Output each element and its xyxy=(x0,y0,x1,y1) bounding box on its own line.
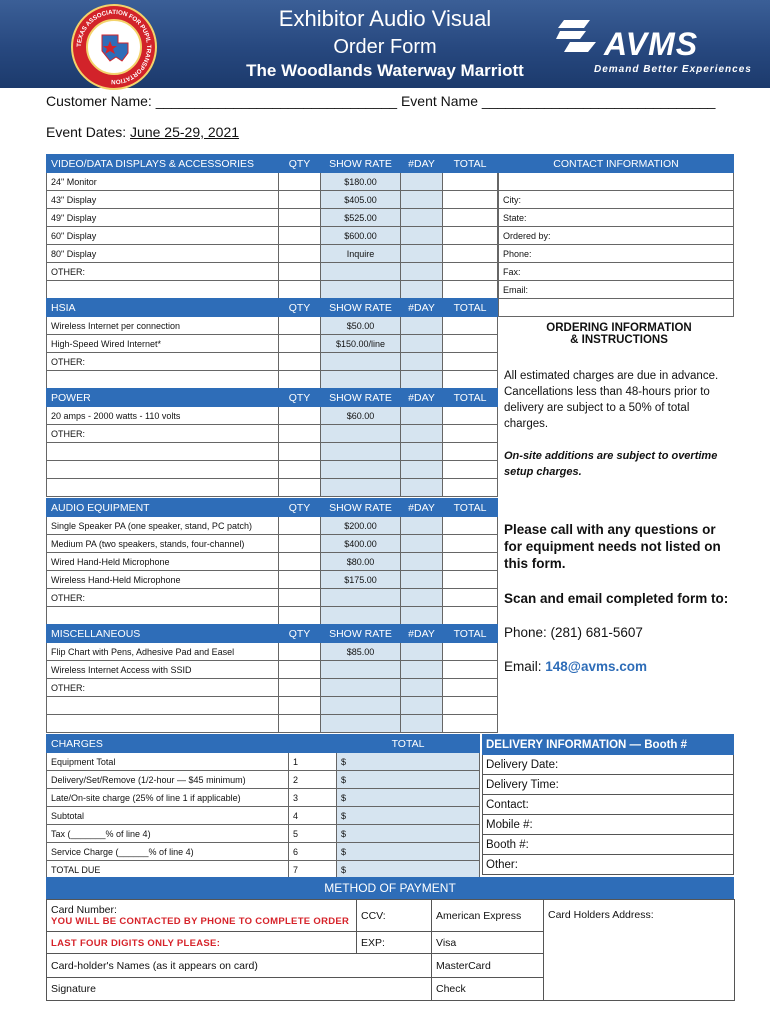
days-field[interactable] xyxy=(401,407,443,425)
days-header: #DAY xyxy=(401,625,443,643)
item-name: Flip Chart with Pens, Adhesive Pad and Easel xyxy=(47,643,279,661)
total-field[interactable] xyxy=(443,317,498,335)
show-rate xyxy=(321,371,401,389)
delivery-field[interactable]: Contact: xyxy=(483,795,734,815)
delivery-field[interactable]: Booth #: xyxy=(483,835,734,855)
show-rate xyxy=(321,661,401,679)
line-item-row xyxy=(47,715,498,733)
contact-field[interactable] xyxy=(499,173,734,191)
charge-label: Late/On-site charge (25% of line 1 if applicable) xyxy=(47,789,289,807)
show-rate xyxy=(321,425,401,443)
event-dates-label: Event Dates: xyxy=(46,124,131,140)
form-subtitle: Order Form xyxy=(333,36,437,58)
total-field[interactable] xyxy=(443,263,498,281)
charge-row xyxy=(47,753,480,771)
line-item-row xyxy=(47,517,498,535)
line-item-row xyxy=(47,353,498,371)
ccv-field[interactable]: CCV: xyxy=(357,900,432,932)
total-field[interactable] xyxy=(443,191,498,209)
qty-header: QTY xyxy=(279,499,321,517)
show-rate-header: SHOW RATE xyxy=(321,499,401,517)
venue-name: The Woodlands Waterway Marriott xyxy=(246,61,524,80)
days-field[interactable] xyxy=(401,263,443,281)
charges-header: CHARGES xyxy=(47,735,289,753)
delivery-field[interactable]: Mobile #: xyxy=(483,815,734,835)
qty-field[interactable] xyxy=(279,317,321,335)
qty-field[interactable] xyxy=(279,191,321,209)
hsia-header: HSIA xyxy=(47,299,279,317)
charge-line-number: 1 xyxy=(289,753,337,771)
qty-field[interactable] xyxy=(279,607,321,625)
charge-line-number: 3 xyxy=(289,789,337,807)
show-rate: $600.00 xyxy=(321,227,401,245)
contact-field[interactable]: State: xyxy=(499,209,734,227)
charge-amount-field[interactable]: $ xyxy=(337,753,480,771)
days-field[interactable] xyxy=(401,553,443,571)
item-name: 24" Monitor xyxy=(47,173,279,191)
days-field[interactable] xyxy=(401,589,443,607)
charge-line-number: 5 xyxy=(289,825,337,843)
charge-amount-field[interactable]: $ xyxy=(337,789,480,807)
days-field[interactable] xyxy=(401,335,443,353)
miscellaneous-header: MISCELLANEOUS xyxy=(47,625,279,643)
line-item-row xyxy=(47,697,498,715)
total-field[interactable] xyxy=(443,335,498,353)
line-item-row xyxy=(47,443,498,461)
days-field[interactable] xyxy=(401,209,443,227)
total-header: TOTAL xyxy=(443,499,498,517)
total-field[interactable] xyxy=(443,589,498,607)
total-field[interactable] xyxy=(443,425,498,443)
miscellaneous-table xyxy=(46,624,498,733)
days-field[interactable] xyxy=(401,479,443,497)
line-item-row xyxy=(47,479,498,497)
qty-field[interactable] xyxy=(279,571,321,589)
scan-email-note: Scan and email completed form to: xyxy=(504,591,729,606)
line-item-row xyxy=(47,263,498,281)
contact-email xyxy=(504,658,734,675)
charge-row xyxy=(47,861,480,879)
audio-equipment-table xyxy=(46,498,498,625)
item-name xyxy=(47,697,279,715)
email-link[interactable]: 148@avms.com xyxy=(545,659,647,674)
charge-row xyxy=(47,825,480,843)
line-item-row xyxy=(47,173,498,191)
qty-header: QTY xyxy=(279,299,321,317)
line-item-row xyxy=(47,245,498,263)
ordering-heading-2: & INSTRUCTIONS xyxy=(570,334,668,346)
line-item-row xyxy=(47,209,498,227)
line-item-row xyxy=(47,227,498,245)
total-field[interactable] xyxy=(443,517,498,535)
days-field[interactable] xyxy=(401,679,443,697)
days-field[interactable] xyxy=(401,245,443,263)
line-item-row xyxy=(47,607,498,625)
charge-amount-field[interactable]: $ xyxy=(337,861,480,879)
customer-event-line: Customer Name: _______________________________ Event Name ______________________________ xyxy=(46,93,716,109)
item-name xyxy=(47,607,279,625)
audio-equipment-header: AUDIO EQUIPMENT xyxy=(47,499,279,517)
charge-label: Equipment Total xyxy=(47,753,289,771)
line-item-row xyxy=(47,425,498,443)
last-four-label: LAST FOUR DIGITS ONLY PLEASE: xyxy=(51,937,221,949)
line-item-row xyxy=(47,407,498,425)
line-item-row xyxy=(47,191,498,209)
item-name xyxy=(47,461,279,479)
show-rate: $85.00 xyxy=(321,643,401,661)
charge-line-number: 4 xyxy=(289,807,337,825)
line-item-row xyxy=(47,371,498,389)
total-field[interactable] xyxy=(443,461,498,479)
contact-header: CONTACT INFORMATION xyxy=(499,155,734,173)
ordering-info-panel xyxy=(504,322,734,675)
days-field[interactable] xyxy=(401,317,443,335)
delivery-field[interactable]: Other: xyxy=(483,855,734,875)
item-name xyxy=(47,443,279,461)
days-header: #DAY xyxy=(401,299,443,317)
item-name: Single Speaker PA (one speaker, stand, PC patch) xyxy=(47,517,279,535)
card-number-field[interactable] xyxy=(47,900,357,932)
total-header: TOTAL xyxy=(443,389,498,407)
contact-table xyxy=(498,154,734,317)
charge-line-number: 6 xyxy=(289,843,337,861)
total-header: TOTAL xyxy=(443,299,498,317)
line-item-row xyxy=(47,281,498,299)
delivery-field[interactable]: Delivery Time: xyxy=(483,775,734,795)
show-rate xyxy=(321,443,401,461)
days-field[interactable] xyxy=(401,715,443,733)
charge-amount-field[interactable]: $ xyxy=(337,825,480,843)
days-header: #DAY xyxy=(401,499,443,517)
payment-header: METHOD OF PAYMENT xyxy=(46,877,734,899)
item-name: 60" Display xyxy=(47,227,279,245)
line-item-row xyxy=(47,661,498,679)
contact-field[interactable]: Phone: xyxy=(499,245,734,263)
qty-field[interactable] xyxy=(279,715,321,733)
show-rate: $405.00 xyxy=(321,191,401,209)
total-field[interactable] xyxy=(443,227,498,245)
seal-text-ring xyxy=(72,5,156,89)
item-name: Wireless Internet per connection xyxy=(47,317,279,335)
item-name: OTHER: xyxy=(47,425,279,443)
show-rate xyxy=(321,679,401,697)
charge-amount-field[interactable]: $ xyxy=(337,807,480,825)
item-name: OTHER: xyxy=(47,263,279,281)
show-rate xyxy=(321,461,401,479)
charge-row xyxy=(47,843,480,861)
item-name: Wireless Internet Access with SSID xyxy=(47,661,279,679)
days-field[interactable] xyxy=(401,607,443,625)
item-name: OTHER: xyxy=(47,589,279,607)
show-rate-header: SHOW RATE xyxy=(321,155,401,173)
item-name xyxy=(47,715,279,733)
email-label: Email: xyxy=(504,659,546,674)
charge-line-number: 7 xyxy=(289,861,337,879)
delivery-field[interactable]: Delivery Date: xyxy=(483,755,734,775)
total-field[interactable] xyxy=(443,371,498,389)
total-field[interactable] xyxy=(443,209,498,227)
qty-header: QTY xyxy=(279,155,321,173)
delivery-table xyxy=(482,734,734,875)
days-header: #DAY xyxy=(401,389,443,407)
qty-field[interactable] xyxy=(279,227,321,245)
avms-logo-text: AVMS xyxy=(604,26,699,62)
show-rate-header: SHOW RATE xyxy=(321,299,401,317)
item-name: Medium PA (two speakers, stands, four-channel) xyxy=(47,535,279,553)
qty-field[interactable] xyxy=(279,589,321,607)
line-item-row xyxy=(47,679,498,697)
power-table xyxy=(46,388,498,497)
contact-field[interactable]: Email: xyxy=(499,281,734,299)
line-item-row xyxy=(47,571,498,589)
qty-field[interactable] xyxy=(279,643,321,661)
total-field[interactable] xyxy=(443,571,498,589)
total-field[interactable] xyxy=(443,479,498,497)
call-note: Please call with any questions or for equipment needs not listed on this form. xyxy=(504,522,721,571)
charge-row xyxy=(47,771,480,789)
days-field[interactable] xyxy=(401,661,443,679)
line-item-row xyxy=(47,535,498,553)
charge-label: Tax (_______% of line 4) xyxy=(47,825,289,843)
contact-field[interactable]: Fax: xyxy=(499,263,734,281)
days-field[interactable] xyxy=(401,697,443,715)
charge-label: TOTAL DUE xyxy=(47,861,289,879)
mastercard-option[interactable]: MasterCard xyxy=(432,954,544,978)
days-field[interactable] xyxy=(401,173,443,191)
days-field[interactable] xyxy=(401,371,443,389)
line-item-row xyxy=(47,553,498,571)
show-rate: $80.00 xyxy=(321,553,401,571)
total-field[interactable] xyxy=(443,553,498,571)
qty-field[interactable] xyxy=(279,443,321,461)
total-header: TOTAL xyxy=(443,155,498,173)
item-name: OTHER: xyxy=(47,679,279,697)
item-name: 43" Display xyxy=(47,191,279,209)
qty-field[interactable] xyxy=(279,245,321,263)
days-field[interactable] xyxy=(401,517,443,535)
check-option[interactable]: Check xyxy=(432,978,544,1001)
days-field[interactable] xyxy=(401,425,443,443)
qty-header: QTY xyxy=(279,625,321,643)
charge-amount-field[interactable]: $ xyxy=(337,843,480,861)
qty-field[interactable] xyxy=(279,461,321,479)
qty-field[interactable] xyxy=(279,661,321,679)
amex-option[interactable]: American Express xyxy=(432,900,544,932)
event-dates xyxy=(46,124,239,140)
show-rate: $400.00 xyxy=(321,535,401,553)
total-field[interactable] xyxy=(443,715,498,733)
form-title: Exhibitor Audio Visual xyxy=(278,6,492,31)
total-field[interactable] xyxy=(443,407,498,425)
exp-field[interactable]: EXP: xyxy=(357,932,432,954)
visa-option[interactable]: Visa xyxy=(432,932,544,954)
qty-field[interactable] xyxy=(279,209,321,227)
qty-field[interactable] xyxy=(279,407,321,425)
payment-table xyxy=(46,899,735,1001)
show-rate: $60.00 xyxy=(321,407,401,425)
days-field[interactable] xyxy=(401,353,443,371)
item-name: Wired Hand-Held Microphone xyxy=(47,553,279,571)
hsia-table xyxy=(46,298,498,389)
line-item-row xyxy=(47,643,498,661)
onsite-note: On-site additions are subject to overtime setup charges. xyxy=(504,450,718,478)
days-field[interactable] xyxy=(401,227,443,245)
days-field[interactable] xyxy=(401,461,443,479)
days-field[interactable] xyxy=(401,281,443,299)
qty-field[interactable] xyxy=(279,553,321,571)
item-name xyxy=(47,371,279,389)
total-field[interactable] xyxy=(443,661,498,679)
show-rate: $200.00 xyxy=(321,517,401,535)
charge-row xyxy=(47,807,480,825)
event-dates-value: June 25-29, 2021 xyxy=(130,124,240,140)
show-rate: Inquire xyxy=(321,245,401,263)
item-name: 49" Display xyxy=(47,209,279,227)
item-name: 20 amps - 2000 watts - 110 volts xyxy=(47,407,279,425)
total-header: TOTAL xyxy=(443,625,498,643)
phone-notice: YOU WILL BE CONTACTED BY PHONE TO COMPLETE ORDER xyxy=(51,916,350,927)
total-field[interactable] xyxy=(443,245,498,263)
days-header: #DAY xyxy=(401,155,443,173)
qty-field[interactable] xyxy=(279,425,321,443)
show-rate xyxy=(321,607,401,625)
qty-field[interactable] xyxy=(279,173,321,191)
show-rate: $50.00 xyxy=(321,317,401,335)
qty-field[interactable] xyxy=(279,517,321,535)
charge-line-number: 2 xyxy=(289,771,337,789)
line-item-row xyxy=(47,335,498,353)
show-rate: $150.00/line xyxy=(321,335,401,353)
show-rate xyxy=(321,715,401,733)
line-item-row xyxy=(47,461,498,479)
show-rate-header: SHOW RATE xyxy=(321,625,401,643)
days-field[interactable] xyxy=(401,191,443,209)
qty-field[interactable] xyxy=(279,335,321,353)
charges-table xyxy=(46,734,480,879)
ordering-charges-note: All estimated charges are due in advance. Cancellations less than 48-hours prior to delivery are subject to a 50% of total charges. xyxy=(504,370,719,430)
show-rate: $525.00 xyxy=(321,209,401,227)
total-field[interactable] xyxy=(443,443,498,461)
charge-label: Delivery/Set/Remove (1/2-hour — $45 minimum) xyxy=(47,771,289,789)
total-field[interactable] xyxy=(443,281,498,299)
total-field[interactable] xyxy=(443,643,498,661)
show-rate xyxy=(321,697,401,715)
charge-amount-field[interactable]: $ xyxy=(337,771,480,789)
charges-total-header: TOTAL xyxy=(337,735,480,753)
qty-field[interactable] xyxy=(279,281,321,299)
line-item-row xyxy=(47,317,498,335)
total-field[interactable] xyxy=(443,173,498,191)
card-holder-address-field[interactable]: Card Holders Address: xyxy=(544,900,735,1001)
contact-phone: Phone: (281) 681-5607 xyxy=(504,625,643,640)
show-rate-header: SHOW RATE xyxy=(321,389,401,407)
days-field[interactable] xyxy=(401,643,443,661)
total-field[interactable] xyxy=(443,607,498,625)
charge-label: Subtotal xyxy=(47,807,289,825)
show-rate xyxy=(321,263,401,281)
item-name: High-Speed Wired Internet* xyxy=(47,335,279,353)
item-name: OTHER: xyxy=(47,353,279,371)
show-rate: $180.00 xyxy=(321,173,401,191)
qty-field[interactable] xyxy=(279,697,321,715)
show-rate xyxy=(321,281,401,299)
ordering-heading: ORDERING INFORMATION xyxy=(546,322,692,334)
charge-row xyxy=(47,789,480,807)
power-header: POWER xyxy=(47,389,279,407)
days-field[interactable] xyxy=(401,443,443,461)
item-name xyxy=(47,479,279,497)
contact-field[interactable]: Ordered by: xyxy=(499,227,734,245)
video-displays-header: VIDEO/DATA DISPLAYS & ACCESSORIES xyxy=(47,155,279,173)
qty-header: QTY xyxy=(279,389,321,407)
qty-field[interactable] xyxy=(279,371,321,389)
show-rate xyxy=(321,589,401,607)
charge-label: Service Charge (______% of line 4) xyxy=(47,843,289,861)
total-field[interactable] xyxy=(443,679,498,697)
card-number-label: Card Number: xyxy=(51,904,117,916)
signature-field[interactable]: Signature xyxy=(47,978,432,1001)
qty-field[interactable] xyxy=(279,679,321,697)
total-field[interactable] xyxy=(443,353,498,371)
qty-field[interactable] xyxy=(279,479,321,497)
days-field[interactable] xyxy=(401,535,443,553)
item-name: Wireless Hand-Held Microphone xyxy=(47,571,279,589)
total-field[interactable] xyxy=(443,697,498,715)
show-rate: $175.00 xyxy=(321,571,401,589)
line-item-row xyxy=(47,589,498,607)
show-rate xyxy=(321,353,401,371)
total-field[interactable] xyxy=(443,535,498,553)
show-rate xyxy=(321,479,401,497)
item-name: 80" Display xyxy=(47,245,279,263)
card-holder-name-field[interactable]: Card-holder's Names (as it appears on card) xyxy=(47,954,432,978)
qty-field[interactable] xyxy=(279,263,321,281)
svg-text:TEXAS ASSOCIATION FOR PUPIL TR: TEXAS ASSOCIATION FOR PUPIL TRANSPORTATION xyxy=(75,8,153,86)
days-field[interactable] xyxy=(401,571,443,589)
contact-field[interactable]: City: xyxy=(499,191,734,209)
delivery-header: DELIVERY INFORMATION — Booth # xyxy=(483,735,734,755)
qty-field[interactable] xyxy=(279,535,321,553)
item-name xyxy=(47,281,279,299)
qty-field[interactable] xyxy=(279,353,321,371)
video-displays-table xyxy=(46,154,498,299)
avms-tagline: Demand Better Experiences xyxy=(594,64,752,75)
contact-field[interactable] xyxy=(499,299,734,317)
